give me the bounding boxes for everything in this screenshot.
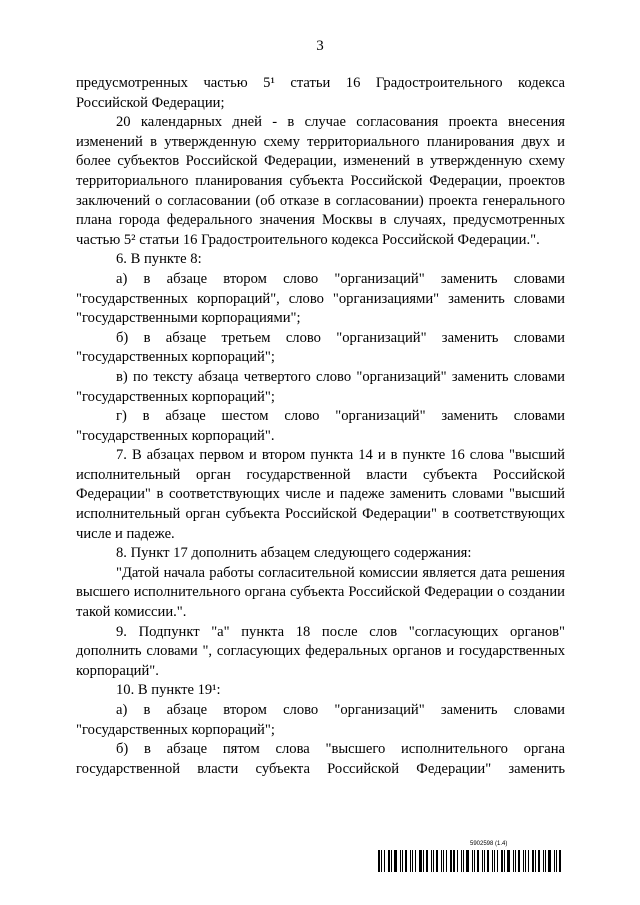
barcode-bar [426, 850, 428, 872]
barcode-bar [381, 850, 382, 872]
barcode-bar [410, 850, 411, 872]
barcode-bar [466, 850, 469, 872]
barcode-bar [543, 850, 544, 872]
barcode-bar [436, 850, 438, 872]
barcode-bar [433, 850, 434, 872]
barcode-bar [507, 850, 510, 872]
paragraph-8: 7. В абзацах первом и втором пункта 14 и в пункте 16 слова "высший исполнительный орган государственной власти субъекта Российской Федерации" в соответствующих числе и падеже заменить словами "высший исполнительный орган субъекта Российской Федерации" в соответствующих числе и падеже. [76, 447, 565, 542]
barcode-bar [388, 850, 390, 872]
paragraph-12: 10. В пункте 19¹: [116, 682, 221, 699]
barcode-bar [504, 850, 505, 872]
paragraph-4: а) в абзаце втором слово "организаций" заменить словами "государственных корпораций", слово "организациями" заменить словами "государственными корпорациями"; [76, 270, 565, 327]
paragraph-11: 9. Подпункт "а" пункта 18 после слов "согласующих органов" дополнить словами ", согласующих федеральных органов и государственных корпораций". [76, 623, 565, 679]
barcode-bar [443, 850, 444, 872]
barcode-bar [446, 850, 447, 872]
barcode-bar [394, 850, 397, 872]
barcode-bar [501, 850, 503, 872]
barcode-bar [441, 850, 442, 872]
barcode-bar [556, 850, 557, 872]
paragraph-9: 8. Пункт 17 дополнить абзацем следующего содержания: [116, 545, 472, 562]
barcode-bar [450, 850, 452, 872]
paragraph-13: а) в абзаце втором слово "организаций" заменить словами "государственных корпораций"; [76, 702, 565, 738]
barcode-bar [548, 850, 551, 872]
barcode-bar [472, 850, 473, 872]
barcode-bar [400, 850, 401, 872]
paragraph-7: г) в абзаце шестом слово "организаций" заменить словами "государственных корпораций". [76, 408, 565, 444]
barcode-bar [497, 850, 498, 872]
barcode-bar [474, 850, 475, 872]
barcode-bar [518, 850, 520, 872]
barcode-bar [532, 850, 534, 872]
barcode-bar [419, 850, 422, 872]
barcode-bar [492, 850, 493, 872]
paragraph-10: "Датой начала работы согласительной комиссии является дата решения высшего исполнительного органа субъекта Российской Федерации о создании такой комиссии.". [76, 564, 565, 621]
barcode-bar [554, 850, 555, 872]
barcode-bar [494, 850, 495, 872]
barcode-bar [405, 850, 407, 872]
barcode-bar [463, 850, 464, 872]
page-number: 3 [316, 38, 324, 54]
paragraph-3: 6. В пункте 8: [116, 251, 202, 268]
barcode-bar [525, 850, 526, 872]
paragraph-5: б) в абзаце третьем слово "организаций" заменить словами "государственных корпораций"; [76, 329, 565, 366]
barcode-bar [482, 850, 483, 872]
paragraph-6: в) по тексту абзаца четвертого слово "организаций" заменить словами "государственных корпораций"; [76, 368, 565, 405]
barcode-bar [423, 850, 424, 872]
barcode-bar [391, 850, 392, 872]
barcode-bar [457, 850, 458, 872]
barcode-bar [538, 850, 540, 872]
barcode-bar [402, 850, 403, 872]
document-code: 5902598 (1.4) [470, 841, 508, 847]
paragraph-14: б) в абзаце пятом слова "высшего исполнительного органа государственной власти субъекта Российской Федерации" заменить [76, 741, 565, 777]
barcode-bar [559, 850, 561, 872]
barcode-bar [461, 850, 462, 872]
barcode-bar [412, 850, 413, 872]
barcode-bar [477, 850, 479, 872]
barcode-bar [378, 850, 380, 872]
barcode-bar [535, 850, 536, 872]
paragraph-1: предусмотренных частью 5¹ статьи 16 Градостроительного кодекса Российской Федерации; [76, 75, 565, 111]
barcode-bar [545, 850, 546, 872]
paragraph-2: 20 календарных дней - в случае согласования проекта внесения изменений в утвержденную схему территориального планирования двух и более субъектов Российской Федерации, изменений в утвержденную схему территориального планирования субъекта Российской Федерации, проектов заключений о согласовании (об отказе в согласовании) проекта генерального плана города федерального значения Москвы в случаях, предусмотренных частью 5² статьи 16 Градостроительного кодекса Российской Федерации.". [76, 114, 565, 248]
barcode-bar [528, 850, 529, 872]
barcode-bar [487, 850, 489, 872]
barcode-bar [515, 850, 516, 872]
barcode [378, 850, 566, 872]
barcode-bar [523, 850, 524, 872]
barcode-bar [415, 850, 416, 872]
barcode-bar [453, 850, 455, 872]
barcode-bar [384, 850, 385, 872]
barcode-bar [513, 850, 514, 872]
document-body [76, 74, 565, 779]
barcode-bar [484, 850, 485, 872]
barcode-bar [431, 850, 432, 872]
